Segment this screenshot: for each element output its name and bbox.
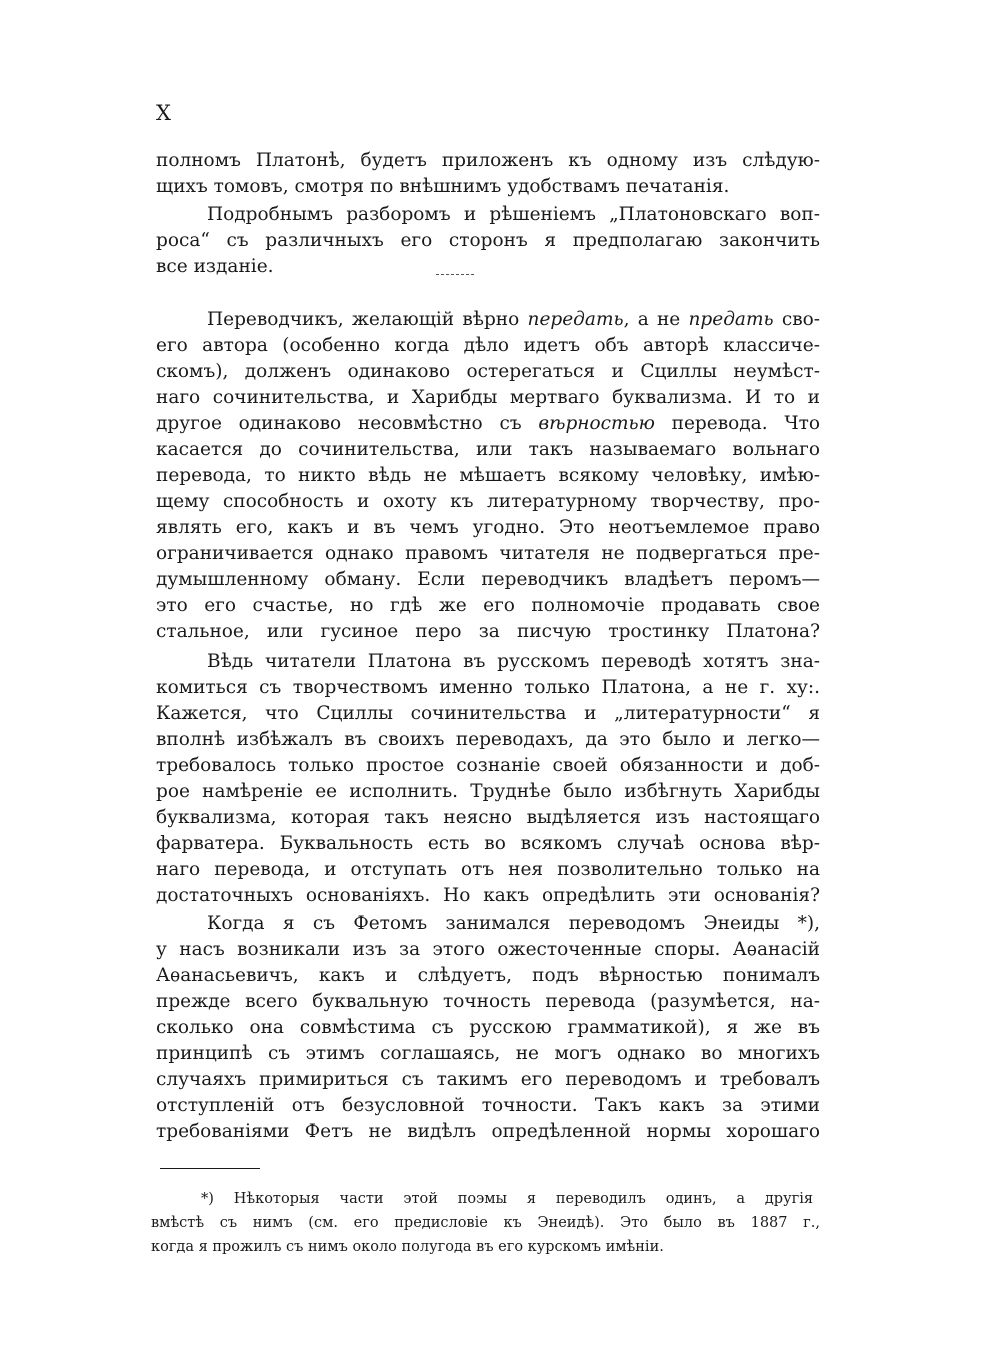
body-line: достаточныхъ основаніяхъ. Но какъ опредѣлить эти основанія? — [156, 885, 820, 906]
section-separator — [436, 274, 474, 275]
body-line: вполнѣ избѣжалъ въ своихъ переводахъ, да это было и легко— — [156, 729, 820, 750]
page-number: X — [156, 101, 172, 125]
body-line: Аѳанасьевичъ, какъ и слѣдуетъ, подъ вѣрностью понималъ — [156, 965, 820, 986]
footnote-line: когда я прожилъ съ нимъ около полугода въ его курскомъ имѣніи. — [151, 1239, 664, 1255]
footnote-line: вмѣстѣ съ нимъ (см. его предисловіе къ Энеидѣ). Это было въ 1887 г., — [151, 1215, 820, 1231]
body-line: касается до сочинительства, или такъ называемаго вольнаго — [156, 439, 820, 460]
body-line: требованіями Фетъ не видѣлъ опредѣленной нормы хорошаго — [156, 1121, 820, 1142]
body-line: фарватера. Буквальность есть во всякомъ случаѣ основа вѣр- — [156, 833, 820, 854]
body-line: Вѣдь читатели Платона въ русскомъ переводѣ хотятъ зна- — [207, 651, 820, 672]
body-line: Подробнымъ разборомъ и рѣшеніемъ „Платоновскаго воп- — [207, 204, 820, 225]
body-line: роса“ съ различныхъ его сторонъ я предполагаю закончить — [156, 230, 820, 251]
body-line: Кажется, что Сциллы сочинительства и „литературности“ я — [156, 703, 820, 724]
body-line: полномъ Платонѣ, будетъ приложенъ къ одному изъ слѣдую- — [156, 150, 820, 171]
body-line: принципѣ съ этимъ соглашаясь, не могъ однако во многихъ — [156, 1043, 820, 1064]
body-line: случаяхъ примириться съ такимъ его переводомъ и требовалъ — [156, 1069, 820, 1090]
body-line: это его счастье, но гдѣ же его полномочіе продавать свое — [156, 595, 820, 616]
body-line: Переводчикъ, желающій вѣрно передать, а не предать сво- — [207, 309, 820, 330]
body-line: думышленному обману. Если переводчикъ владѣетъ перомъ— — [156, 569, 820, 590]
body-line: наго сочинительства, и Харибды мертваго буквализма. И то и — [156, 387, 820, 408]
body-line: наго перевода, и отступать отъ нея позволительно только на — [156, 859, 820, 880]
footnote-rule — [160, 1168, 260, 1169]
body-line: скомъ), долженъ одинаково остерегаться и Сциллы неумѣст- — [156, 361, 820, 382]
body-line: все изданіе. — [156, 256, 274, 277]
footnote-line: *) Нѣкоторыя части этой поэмы я переводилъ одинъ, а другія — [201, 1191, 813, 1207]
body-line: буквализма, которая такъ неясно выдѣляется изъ настоящаго — [156, 807, 820, 828]
body-line: прежде всего буквальную точность перевода (разумѣется, на- — [156, 991, 820, 1012]
body-line: у насъ возникали изъ за этого ожесточенные споры. Аѳанасій — [156, 939, 820, 960]
body-line: перевода, то никто вѣдь не мѣшаетъ всякому человѣку, имѣю- — [156, 465, 820, 486]
body-line: рое намѣреніе ее исполнить. Труднѣе было избѣгнуть Харибды — [156, 781, 820, 802]
body-line: комиться съ творчествомъ именно только Платона, а не г. ху:. — [156, 677, 820, 698]
body-line: являть его, какъ и въ чемъ угодно. Это неотъемлемое право — [156, 517, 820, 538]
body-line: сколько она совмѣстима съ русскою грамматикой), я же въ — [156, 1017, 820, 1038]
body-line: другое одинаково несовмѣстно съ вѣрностью перевода. Что — [156, 413, 821, 434]
body-line: отступленій отъ безусловной точности. Такъ какъ за этими — [156, 1095, 820, 1116]
body-line: Когда я съ Фетомъ занимался переводомъ Энеиды *), — [207, 913, 820, 934]
body-line: требовалось только простое сознаніе своей обязанности и доб- — [156, 755, 820, 776]
body-line: щихъ томовъ, смотря по внѣшнимъ удобствамъ печатанія. — [156, 176, 730, 197]
body-line: стальное, или гусиное перо за писчую тростинку Платона? — [156, 621, 820, 642]
body-line: его автора (особенно когда дѣло идетъ объ авторѣ классиче- — [156, 335, 820, 356]
body-line: ограничивается однако правомъ читателя не подвергаться пре- — [156, 543, 820, 564]
body-line: щему способность и охоту къ литературному творчеству, про- — [156, 491, 820, 512]
